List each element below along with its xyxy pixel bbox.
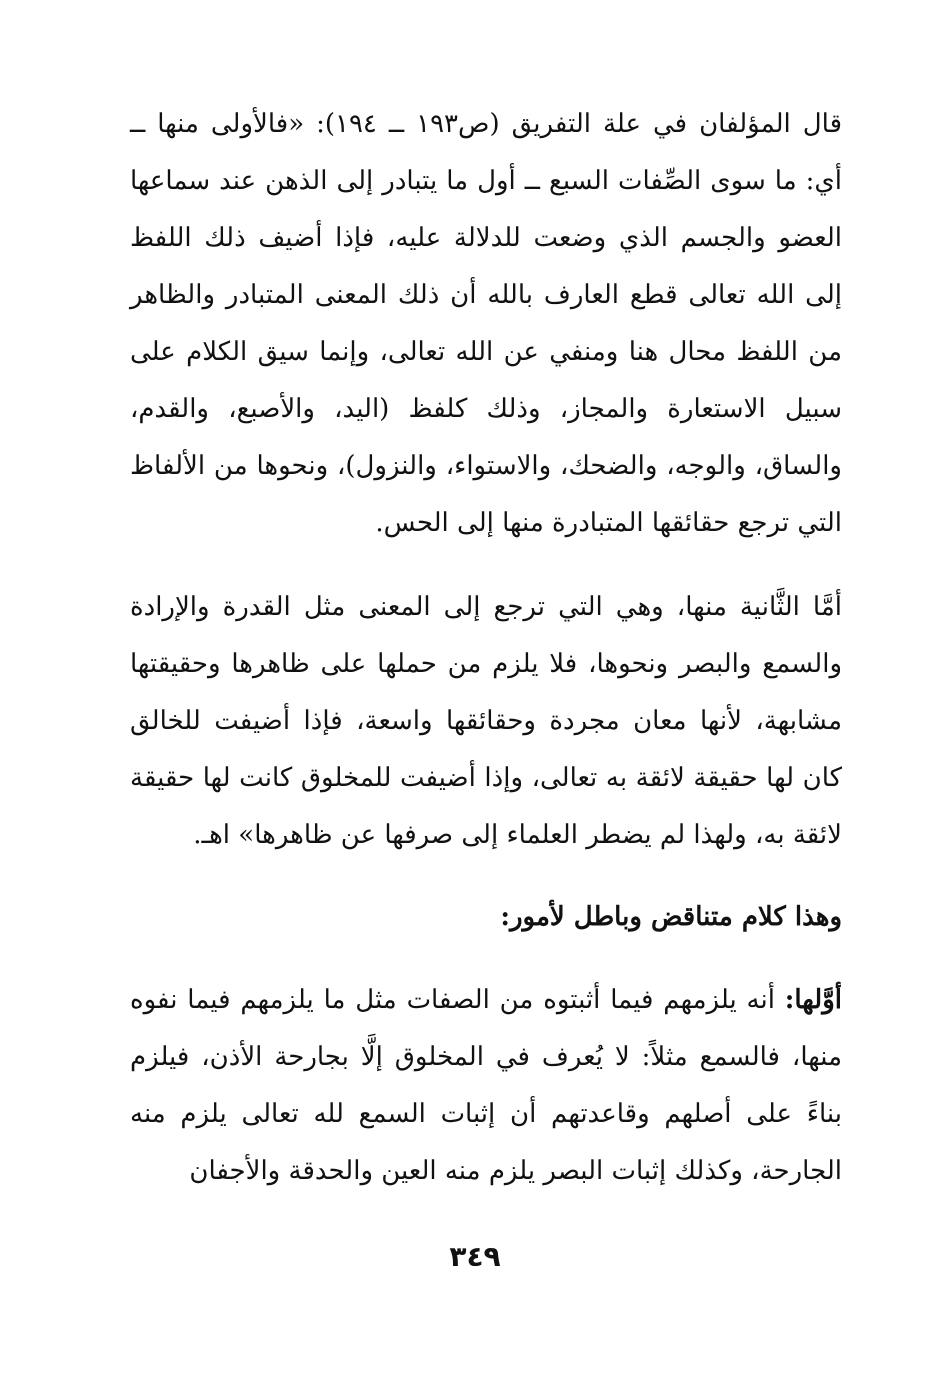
paragraph-3-body: أنه يلزمهم فيما أثبتوه من الصفات مثل ما يلزمهم فيما نفوه منها، فالسمع مثلاً: لا يُعرف في المخلوق إلَّا بجارحة الأذن، فيلزم بناءً على أصلهم وقاعدتهم أن إثبات السمع لله تعالى يلزم منه الجارحة، وكذلك إثبات البصر يلزم منه العين والحدقة والأجفان [130,985,842,1186]
paragraph-3-lead: أوَّلها: [784,985,842,1015]
paragraph-2: أمَّا الثَّانية منها، وهي التي ترجع إلى المعنى مثل القدرة والإرادة والسمع والبصر ونحوها، فلا يلزم من حملها على ظاهرها وحقيقتها مشابهة، لأنها معان مجردة وحقائقها واسعة، فإذا أضيفت للخالق كان لها حقيقة لائقة به تعالى، وإذا أضيفت للمخلوق كانت لها حقيقة لائقة به، ولهذا لم يضطر العلماء إلى صرفها عن ظاهرها» اهـ. [130,592,842,850]
paragraph-3 [130,972,842,1200]
paragraph-1: قال المؤلفان في علة التفريق (ص١٩٣ ــ ١٩٤): «فالأولى منها ــ أي: ما سوى الصِّفات السبع ــ أول ما يتبادر إلى الذهن عند سماعها العضو والجسم الذي وضعت للدلالة عليه، فإذا أضيف ذلك اللفظ إلى الله تعالى قطع العارف بالله أن ذلك المعنى المتبادر والظاهر من اللفظ محال هنا ومنفي عن الله تعالى، وإنما سيق الكلام على سبيل الاستعارة والمجاز، وذلك كلفظ (اليد، والأصبع، والقدم، والساق، والوجه، والضحك، والاستواء، والنزول)، ونحوها من الألفاظ التي ترجع حقائقها المتبادرة منها إلى الحس. [130,109,842,538]
page-body [130,96,842,1200]
section-heading: وهذا كلام متناقض وباطل لأمور: [500,902,842,932]
page-number: ٣٤٩ [449,1240,501,1273]
